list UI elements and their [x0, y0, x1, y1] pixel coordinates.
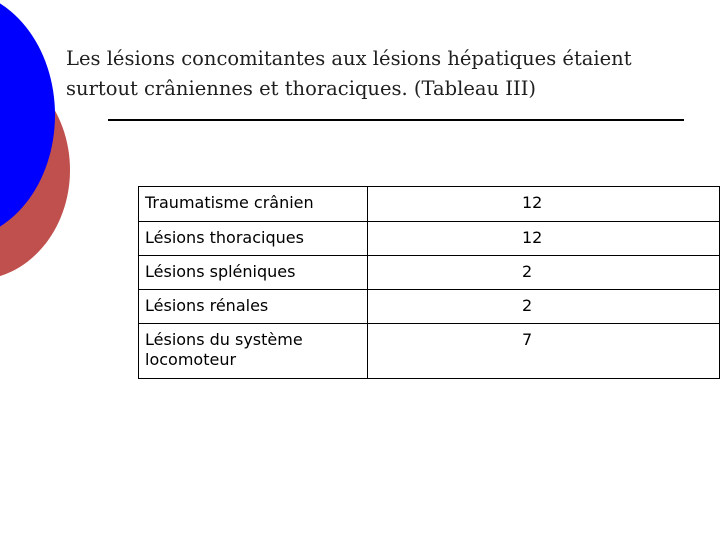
table-row [139, 324, 720, 379]
row-value: 7 [367, 324, 719, 379]
slide-title-line-1: Les lésions concomitantes aux lésions hépatiques étaient [66, 47, 632, 70]
row-value: 2 [367, 290, 719, 324]
row-value: 12 [367, 222, 719, 256]
table-row [139, 256, 720, 290]
row-label: Traumatisme crânien [139, 187, 368, 222]
row-label: Lésions du système locomoteur [139, 324, 368, 379]
row-label: Lésions thoraciques [139, 222, 368, 256]
row-label: Lésions spléniques [139, 256, 368, 290]
slide-title-line-2: surtout crâniennes et thoraciques. (Tableau III) [66, 77, 537, 100]
table-row [139, 290, 720, 324]
table-row [139, 222, 720, 256]
lesions-table [138, 186, 720, 379]
table-row [139, 187, 720, 222]
slide-title [66, 44, 706, 104]
row-label: Lésions rénales [139, 290, 368, 324]
title-divider [108, 119, 684, 121]
row-value: 2 [367, 256, 719, 290]
row-value: 12 [367, 187, 719, 222]
